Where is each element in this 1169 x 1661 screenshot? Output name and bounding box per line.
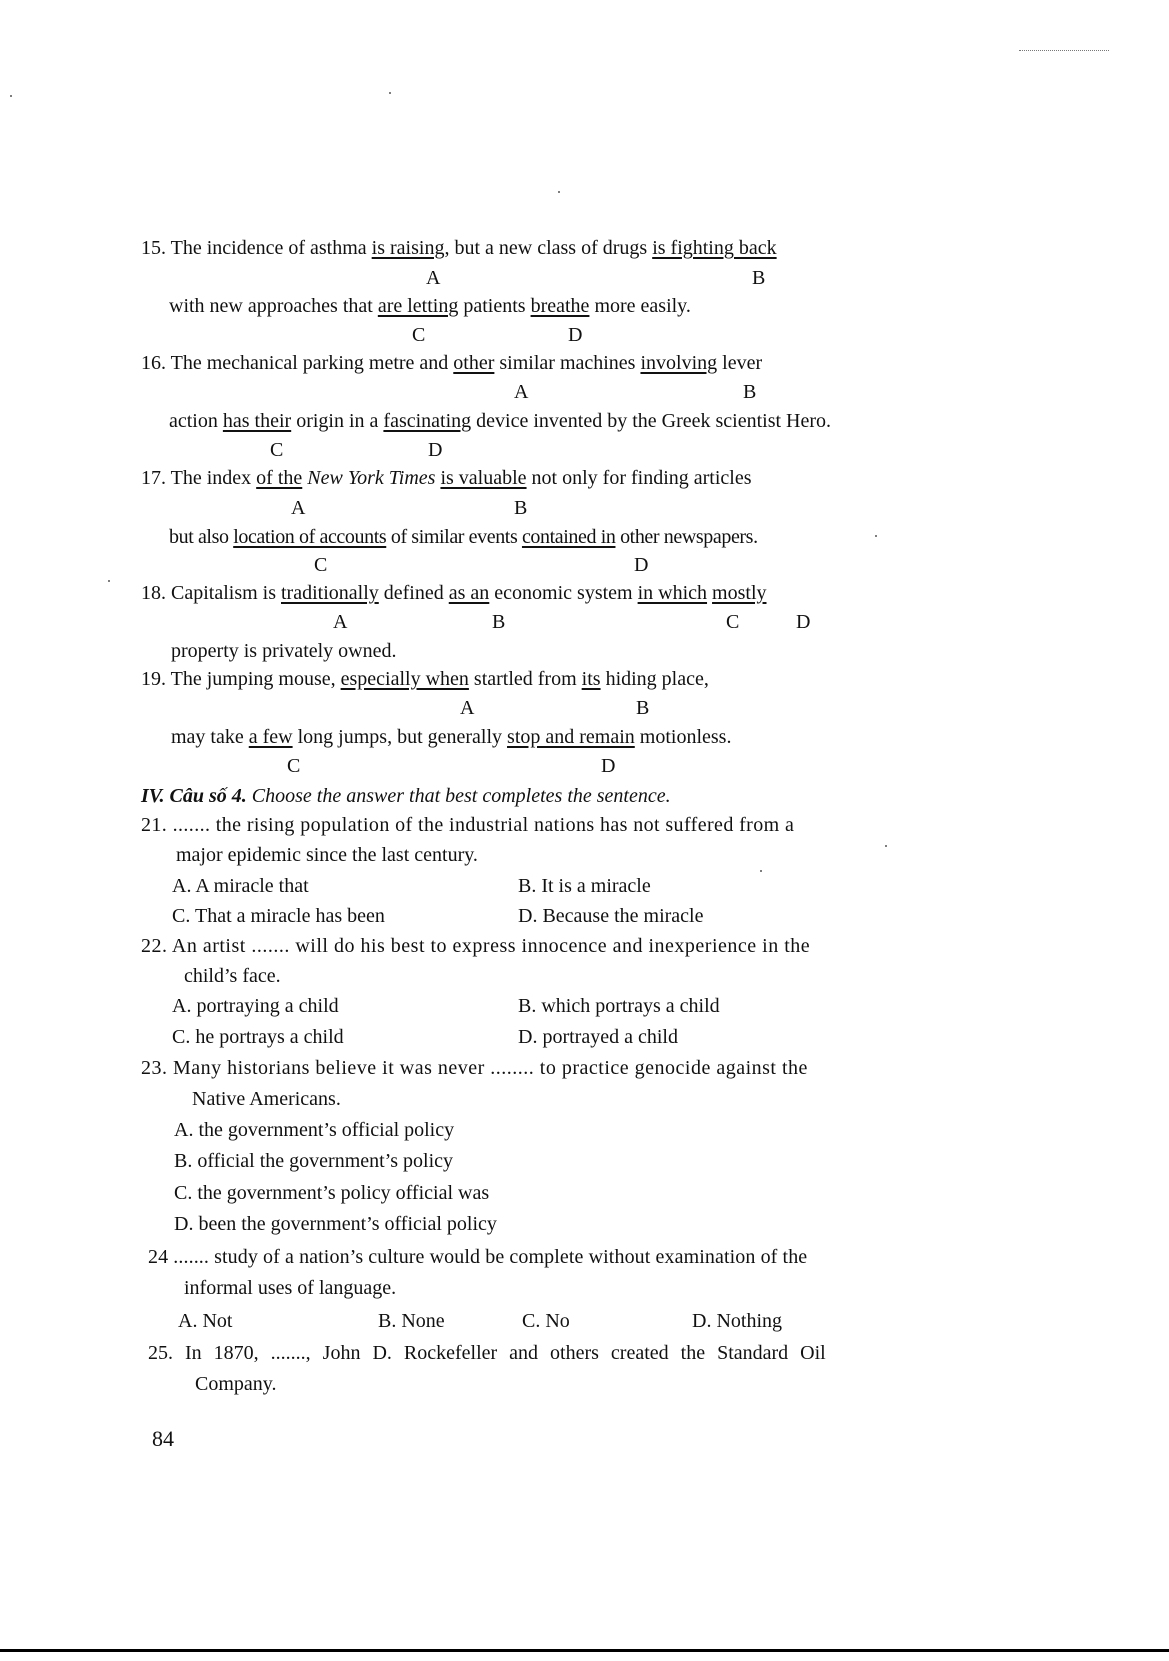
q23-option-d: D. been the government’s official policy [174, 1213, 497, 1235]
q15-line1: 15. The incidence of asthma is raising, but a new class of drugs is fighting back [141, 237, 777, 259]
scan-bottom-edge [0, 1649, 1169, 1652]
q18-line2: property is privately owned. [171, 640, 397, 662]
q24-stem-line2: informal uses of language. [184, 1277, 397, 1299]
q19-line1: 19. The jumping mouse, especially when startled from its hiding place, [141, 668, 709, 690]
q23-stem-line2: Native Americans. [192, 1088, 341, 1110]
scan-speck [10, 95, 12, 97]
q21-stem-line2: major epidemic since the last century. [176, 844, 478, 866]
q23-stem-line1: 23. Many historians believe it was never ........ to practice genocide against the [141, 1057, 808, 1079]
q15-line2: with new approaches that are letting patients breathe more easily. [169, 295, 691, 317]
scan-speck [885, 845, 887, 847]
scan-speck [108, 580, 110, 582]
scan-mark [1019, 50, 1109, 51]
q23-option-c: C. the government’s policy official was [174, 1182, 490, 1204]
q24-option-d: D. Nothing [692, 1310, 782, 1332]
q15-option-a: A [426, 267, 441, 289]
q16-line2: action has their origin in a fascinating device invented by the Greek scientist Hero. [169, 410, 832, 432]
q16-option-d: D [428, 439, 443, 461]
q17-option-a: A [291, 497, 306, 519]
q22-stem-line2: child’s face. [184, 965, 281, 987]
q19-option-a: A [460, 697, 475, 719]
q15-option-b: B [752, 267, 766, 289]
q17-option-d: D [634, 554, 649, 576]
q17-line1: 17. The index of the New York Times is valuable not only for finding articles [141, 467, 752, 489]
q18-line1: 18. Capitalism is traditionally defined as an economic system in which mostly [141, 582, 767, 604]
q17-line2: but also location of accounts of similar events contained in other newspapers. [169, 526, 758, 548]
q21-option-d: D. Because the miracle [518, 905, 704, 927]
q22-option-c: C. he portrays a child [172, 1026, 344, 1048]
q22-stem-line1: 22. An artist ....... will do his best to express innocence and inexperience in the [141, 935, 811, 957]
q21-option-b: B. It is a miracle [518, 875, 651, 897]
q24-stem-line1: 24 ....... study of a nation’s culture would be complete without examination of the [148, 1246, 808, 1268]
q18-option-b: B [492, 611, 506, 633]
q18-option-c: C [726, 611, 740, 633]
q21-option-c: C. That a miracle has been [172, 905, 385, 927]
q16-option-b: B [743, 381, 757, 403]
q25-stem-line1: 25. In 1870, ......., John D. Rockefeller and others created the Standard Oil [148, 1342, 826, 1364]
q18-option-a: A [333, 611, 348, 633]
scan-speck [875, 535, 877, 537]
q22-option-b: B. which portrays a child [518, 995, 720, 1017]
q21-stem-line1: 21. ....... the rising population of the industrial nations has not suffered from a [141, 814, 795, 836]
q25-stem-line2: Company. [195, 1373, 277, 1395]
scan-speck [389, 92, 391, 94]
q16-option-c: C [270, 439, 284, 461]
scan-speck [558, 191, 560, 193]
q19-line2: may take a few long jumps, but generally stop and remain motionless. [171, 726, 732, 748]
q19-option-b: B [636, 697, 650, 719]
q21-option-a: A. A miracle that [172, 875, 309, 897]
q23-option-a: A. the government’s official policy [174, 1119, 455, 1141]
q19-option-d: D [601, 755, 616, 777]
page-number: 84 [152, 1426, 174, 1451]
q16-option-a: A [514, 381, 529, 403]
scan-speck [760, 870, 762, 872]
q15-option-c: C [412, 324, 426, 346]
section-heading: IV. Câu số 4. Choose the answer that best completes the sentence. [141, 785, 671, 807]
q23-option-b: B. official the government’s policy [174, 1150, 454, 1172]
q24-option-a: A. Not [178, 1310, 233, 1332]
q18-option-d: D [796, 611, 811, 633]
q17-option-c: C [314, 554, 328, 576]
q24-option-b: B. None [378, 1310, 445, 1332]
q19-option-c: C [287, 755, 301, 777]
q16-line1: 16. The mechanical parking metre and other similar machines involving lever [141, 352, 763, 374]
q22-option-a: A. portraying a child [172, 995, 339, 1017]
q15-option-d: D [568, 324, 583, 346]
q24-option-c: C. No [522, 1310, 570, 1332]
q17-option-b: B [514, 497, 528, 519]
q22-option-d: D. portrayed a child [518, 1026, 678, 1048]
